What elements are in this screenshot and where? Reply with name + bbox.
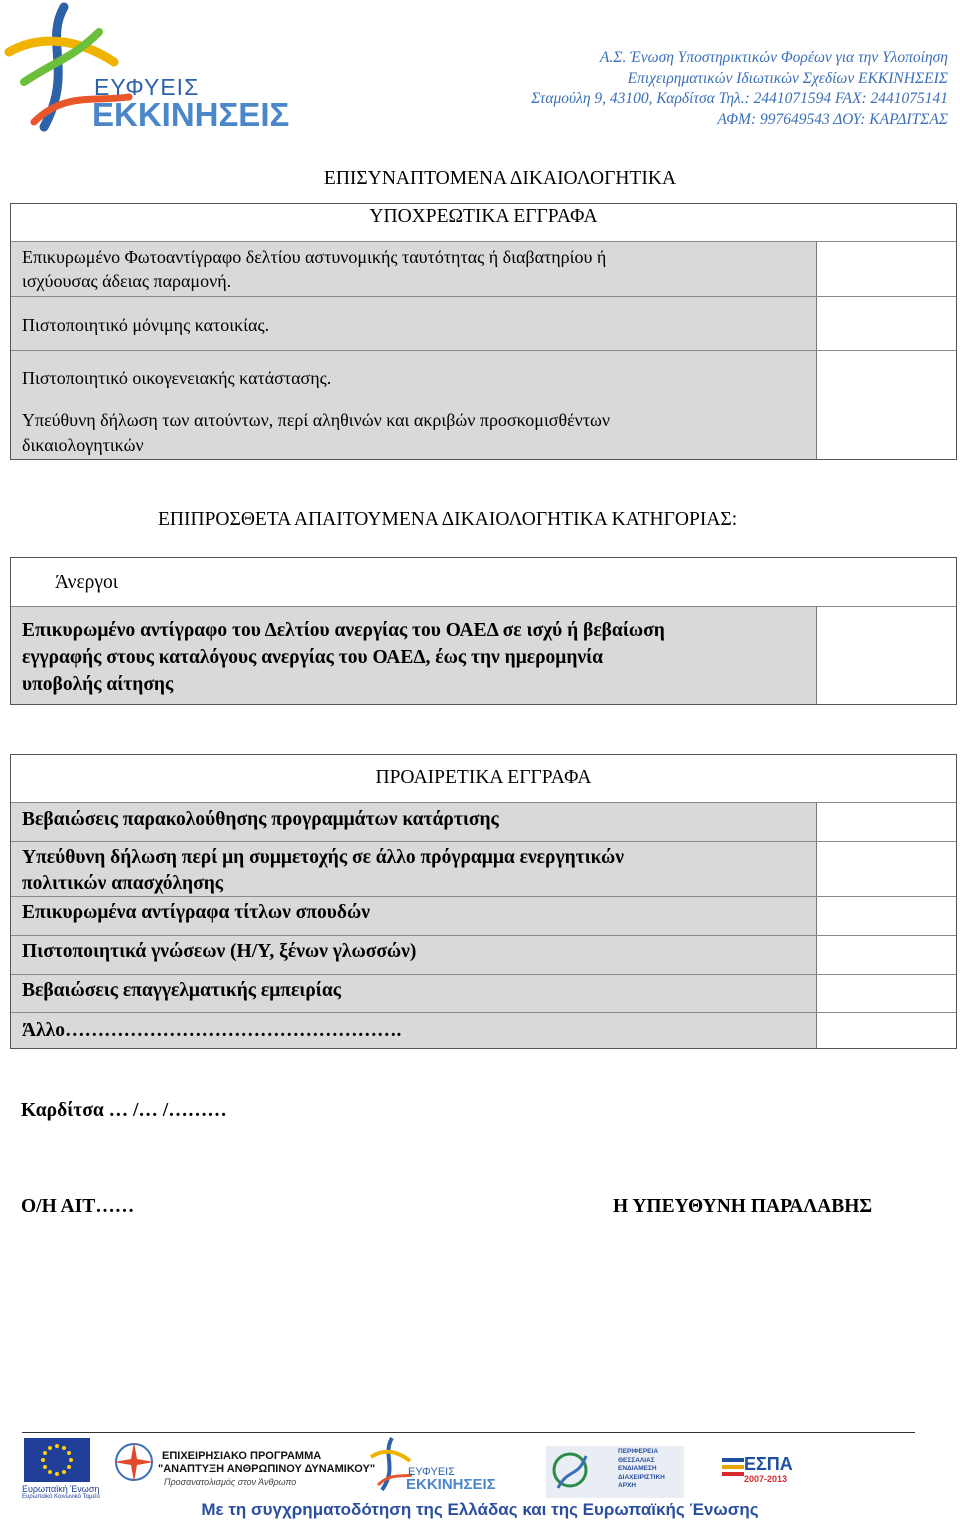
espa-years: 2007-2013 — [744, 1474, 788, 1484]
mandatory-heading: ΥΠΟΧΡΕΩΤΙΚΑ ΕΓΓΡΑΦΑ — [369, 206, 598, 227]
table-row — [11, 975, 956, 1012]
row-text: Βεβαιώσεις επαγγελματικής εμπειρίας — [22, 980, 341, 1001]
espa-stripes-icon — [722, 1458, 744, 1476]
row-text: δικαιολογητικών — [22, 435, 144, 455]
table-row — [11, 1013, 956, 1048]
check-cell[interactable] — [817, 975, 956, 1012]
table-row — [11, 297, 956, 350]
small-logo-text-top: ΕΥΦΥΕΙΣ — [408, 1466, 456, 1478]
op-line1: ΕΠΙΧΕΙΡΗΣΙΑΚΟ ΠΡΟΓΡΑΜΜΑ — [162, 1450, 322, 1462]
org-line: Επιχειρηματικών Ιδιωτικών Σχεδίων ΕΚΚΙΝΗΣΕΙΣ — [627, 69, 948, 87]
check-cell[interactable] — [817, 1013, 956, 1048]
region-swirl-icon — [548, 1448, 592, 1496]
row-text: Επικυρωμένο αντίγραφο του Δελτίου ανεργίας του ΟΑΕΔ σε ισχύ ή βεβαίωση — [22, 620, 665, 641]
check-cell[interactable] — [817, 297, 956, 350]
table-row — [11, 351, 956, 404]
table-row — [11, 936, 956, 974]
table-row — [11, 842, 956, 896]
logo-text-bottom: ΕΚΚΙΝΗΣΕΙΣ — [92, 96, 290, 133]
eu-flag-icon — [24, 1438, 90, 1482]
table-row — [11, 803, 956, 841]
table-row — [11, 242, 956, 296]
row-text: υποβολής αίτησης — [22, 674, 174, 695]
optional-documents-table — [10, 754, 957, 1049]
op-line2: "ΑΝΑΠΤΥΞΗ ΑΝΘΡΩΠΙΝΟΥ ΔΥΝΑΜΙΚΟΥ" — [158, 1463, 376, 1475]
cofunding-text: Με τη συγχρηματοδότηση της Ελλάδας και της Ευρωπαϊκής Ένωσης — [201, 1500, 759, 1519]
row-text: Βεβαιώσεις παρακολούθησης προγραμμάτων κατάρτισης — [22, 809, 499, 830]
eu-label: Ευρωπαϊκή Ένωση — [22, 1484, 100, 1494]
category-label: Άνεργοι — [55, 572, 118, 593]
org-line: Σταμούλη 9, 43100, Καρδίτσα Τηλ.: 2441071594 FAX: 2441075141 — [531, 90, 948, 107]
org-line: ΑΦΜ: 997649543 ΔΟΥ: ΚΑΡΔΙΤΣΑΣ — [717, 110, 948, 128]
check-cell[interactable] — [817, 803, 956, 841]
row-text: Επικυρωμένο Φωτοαντίγραφο δελτίου αστυνομικής ταυτότητας ή διαβατηρίου ή — [22, 247, 607, 267]
check-cell[interactable] — [817, 242, 956, 296]
row-text: Πιστοποιητικό μόνιμης κατοικίας. — [22, 315, 270, 335]
date-line: Καρδίτσα … /… /……… — [21, 1100, 227, 1121]
additional-documents-table — [10, 557, 957, 705]
check-cell[interactable] — [817, 897, 956, 935]
row-text: Άλλο……………………………………………. — [22, 1020, 402, 1041]
small-logo-text-bottom: ΕΚΚΙΝΗΣΕΙΣ — [406, 1476, 496, 1493]
org-line: Α.Σ. Ένωση Υποστηρικτικών Φορέων για την Υλοποίηση — [599, 49, 948, 66]
organization-info — [531, 48, 948, 130]
check-cell[interactable] — [817, 607, 956, 704]
table-row — [11, 897, 956, 935]
row-text: πολιτικών απασχόλησης — [22, 873, 224, 894]
check-cell[interactable] — [817, 351, 956, 404]
row-text: Επικυρωμένα αντίγραφα τίτλων σπουδών — [22, 902, 370, 923]
region-logo-box — [546, 1446, 684, 1498]
row-text: Υπεύθυνη δήλωση περί μη συμμετοχής σε άλλο πρόγραμμα ενεργητικών — [22, 847, 624, 868]
check-cell[interactable] — [817, 842, 956, 896]
mandatory-documents-table — [10, 203, 957, 460]
espa-label: ΕΣΠΑ — [744, 1454, 793, 1474]
additional-heading: ΕΠΙΠΡΟΣΘΕΤΑ ΑΠΑΙΤΟΥΜΕΝΑ ΔΙΚΑΙΟΛΟΓΗΤΙΚΑ ΚΑΤΗΓΟΡΙΑΣ: — [158, 509, 738, 530]
op-line3: Προσανατολισμός στον Άνθρωπο — [164, 1477, 297, 1487]
optional-heading: ΠΡΟΑΙΡΕΤΙΚΑ ΕΓΓΡΑΦΑ — [375, 767, 592, 788]
row-text: Πιστοποιητικά γνώσεων (Η/Υ, ξένων γλωσσών) — [22, 941, 417, 962]
compass-star-icon — [112, 1440, 156, 1484]
footer-divider — [22, 1432, 915, 1433]
eu-sub-label: Ευρωπαϊκό Κοινωνικό Ταμείο — [22, 1494, 100, 1500]
logo-text-top: ΕΥΦΥΕΙΣ — [94, 74, 200, 100]
row-text: εγγραφής στους καταλόγους ανεργίας του ΟΑΕΔ, έως την ημερομηνία — [22, 647, 604, 668]
check-cell[interactable] — [817, 404, 956, 459]
table-row — [11, 607, 956, 704]
check-cell[interactable] — [817, 936, 956, 974]
receiver-label: Η ΥΠΕΥΘΥΝΗ ΠΑΡΑΛΑΒΗΣ — [613, 1196, 873, 1217]
table-row — [11, 404, 956, 459]
page-title: ΕΠΙΣΥΝΑΠΤΟΜΕΝΑ ΔΙΚΑΙΟΛΟΓΗΤΙΚΑ — [323, 168, 677, 189]
row-text: Πιστοποιητικό οικογενειακής κατάστασης. — [22, 368, 332, 388]
applicant-label: Ο/Η ΑΙΤ…… — [21, 1196, 135, 1217]
row-text: Υπεύθυνη δήλωση των αιτούντων, περί αληθινών και ακριβών προσκομισθέντων — [22, 410, 611, 430]
region-text: ΠΕΡΙΦΕΡΕΙΑ ΘΕΣΣΑΛΙΑΣ ΕΝΔΙΑΜΕΣΗ ΔΙΑΧΕΙΡΙΣΤΙΚΗ ΑΡΧΗ — [618, 1448, 665, 1489]
row-text: ισχύουσας άδειας παραμονή. — [22, 271, 232, 291]
